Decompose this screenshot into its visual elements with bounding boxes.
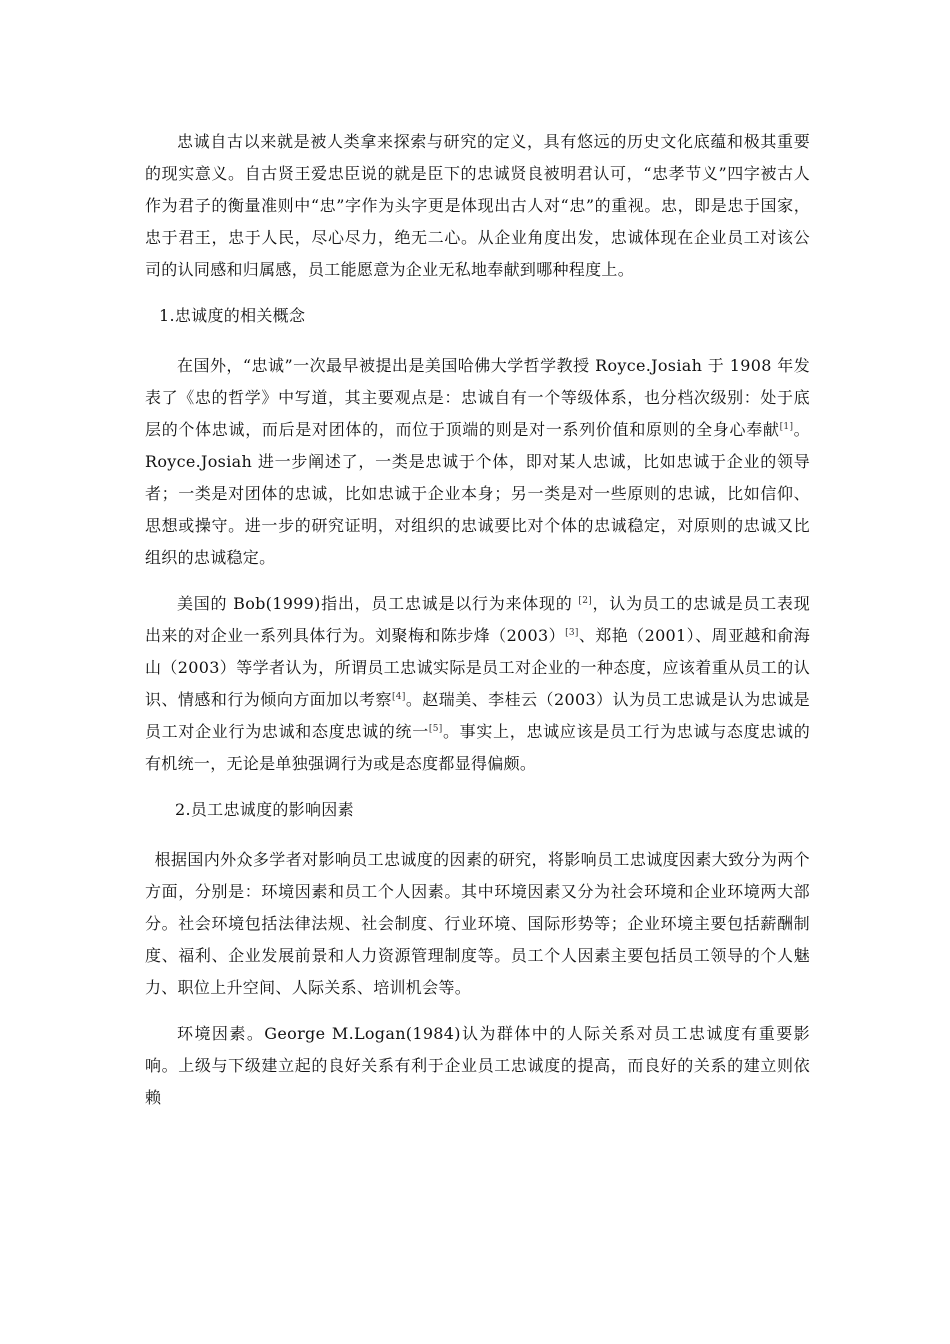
text-run: 、郑艳（2001）、周亚越和俞海山（2003）等学者认为，所谓员工忠诚实际是员工对企业的一种态度，应该着重从员工的认识、情感和行为倾向方面加以考察 [145, 626, 810, 709]
text-run: 。事实上，忠诚应该是员工行为忠诚与态度忠诚的有机统一，无论是单独强调行为或是态度都显得偏颇。 [145, 722, 810, 773]
paragraph-bob [145, 588, 810, 780]
citation-3: [3] [565, 628, 579, 638]
citation-5: [5] [428, 724, 443, 734]
paragraph-factors: 根据国内外众多学者对影响员工忠诚度的因素的研究，将影响员工忠诚度因素大致分为两个方面，分别是：环境因素和员工个人因素。其中环境因素又分为社会环境和企业环境两大部分。社会环境包括法律法规、社会制度、行业环境、国际形势等；企业环境主要包括薪酬制度、福利、企业发展前景和人力资源管理制度等。员工个人因素主要包括员工领导的个人魅力、职位上升空间、人际关系、培训机会等。 [145, 850, 810, 997]
citation-4: [4] [392, 692, 406, 702]
citation-1: [1] [779, 422, 794, 432]
paragraph-environment: 环境因素。George M.Logan(1984)认为群体中的人际关系对员工忠诚度有重要影响。上级与下级建立起的良好关系有利于企业员工忠诚度的提高，而良好的关系的建立则依赖 [145, 1024, 810, 1107]
paragraph-royce [145, 350, 810, 574]
text-run: 美国的 Bob(1999)指出，员工忠诚是以行为来体现的 [177, 594, 579, 613]
section-heading-2: 2.员工忠诚度的影响因素 [175, 800, 354, 819]
paragraph-intro: 忠诚自古以来就是被人类拿来探索与研究的定义，具有悠远的历史文化底蕴和极其重要的现实意义。自古贤王爱忠臣说的就是臣下的忠诚贤良被明君认可，“忠孝节义”四字被古人作为君子的衡量准则中“忠”字作为头字更是体现出古人对“忠”的重视。忠，即是忠于国家，忠于君王，忠于人民，尽心尽力，绝无二心。从企业角度出发，忠诚体现在企业员工对该公司的认同感和归属感，员工能愿意为企业无私地奉献到哪种程度上。 [145, 132, 810, 279]
text-run: 。Royce.Josiah 进一步阐述了，一类是忠诚于个体，即对某人忠诚，比如忠诚于企业的领导者；一类是对团体的忠诚，比如忠诚于企业本身；另一类是对一些原则的忠诚，比如信仰、思想或操守。进一步的研究证明，对组织的忠诚要比对个体的忠诚稳定，对原则的忠诚又比组织的忠诚稳定。 [145, 420, 810, 567]
citation-2: [2] [578, 596, 593, 606]
text-run: 在国外，“忠诚”一次最早被提出是美国哈佛大学哲学教授 Royce.Josiah 于 1908 年发表了《忠的哲学》中写道，其主要观点是：忠诚自有一个等级体系，也分档次级别：处于底层的个体忠诚，而后是对团体的，而位于顶端的则是对一系列价值和原则的全身心奉献 [145, 356, 810, 439]
text-run: 。赵瑞美、李桂云（2003）认为员工忠诚是认为忠诚是员工对企业行为忠诚和态度忠诚的统一 [145, 690, 810, 741]
section-heading-1: 1.忠诚度的相关概念 [159, 306, 306, 325]
text-run: ，认为员工的忠诚是员工表现出来的对企业一系列具体行为。刘聚梅和陈步烽（2003） [145, 594, 810, 645]
